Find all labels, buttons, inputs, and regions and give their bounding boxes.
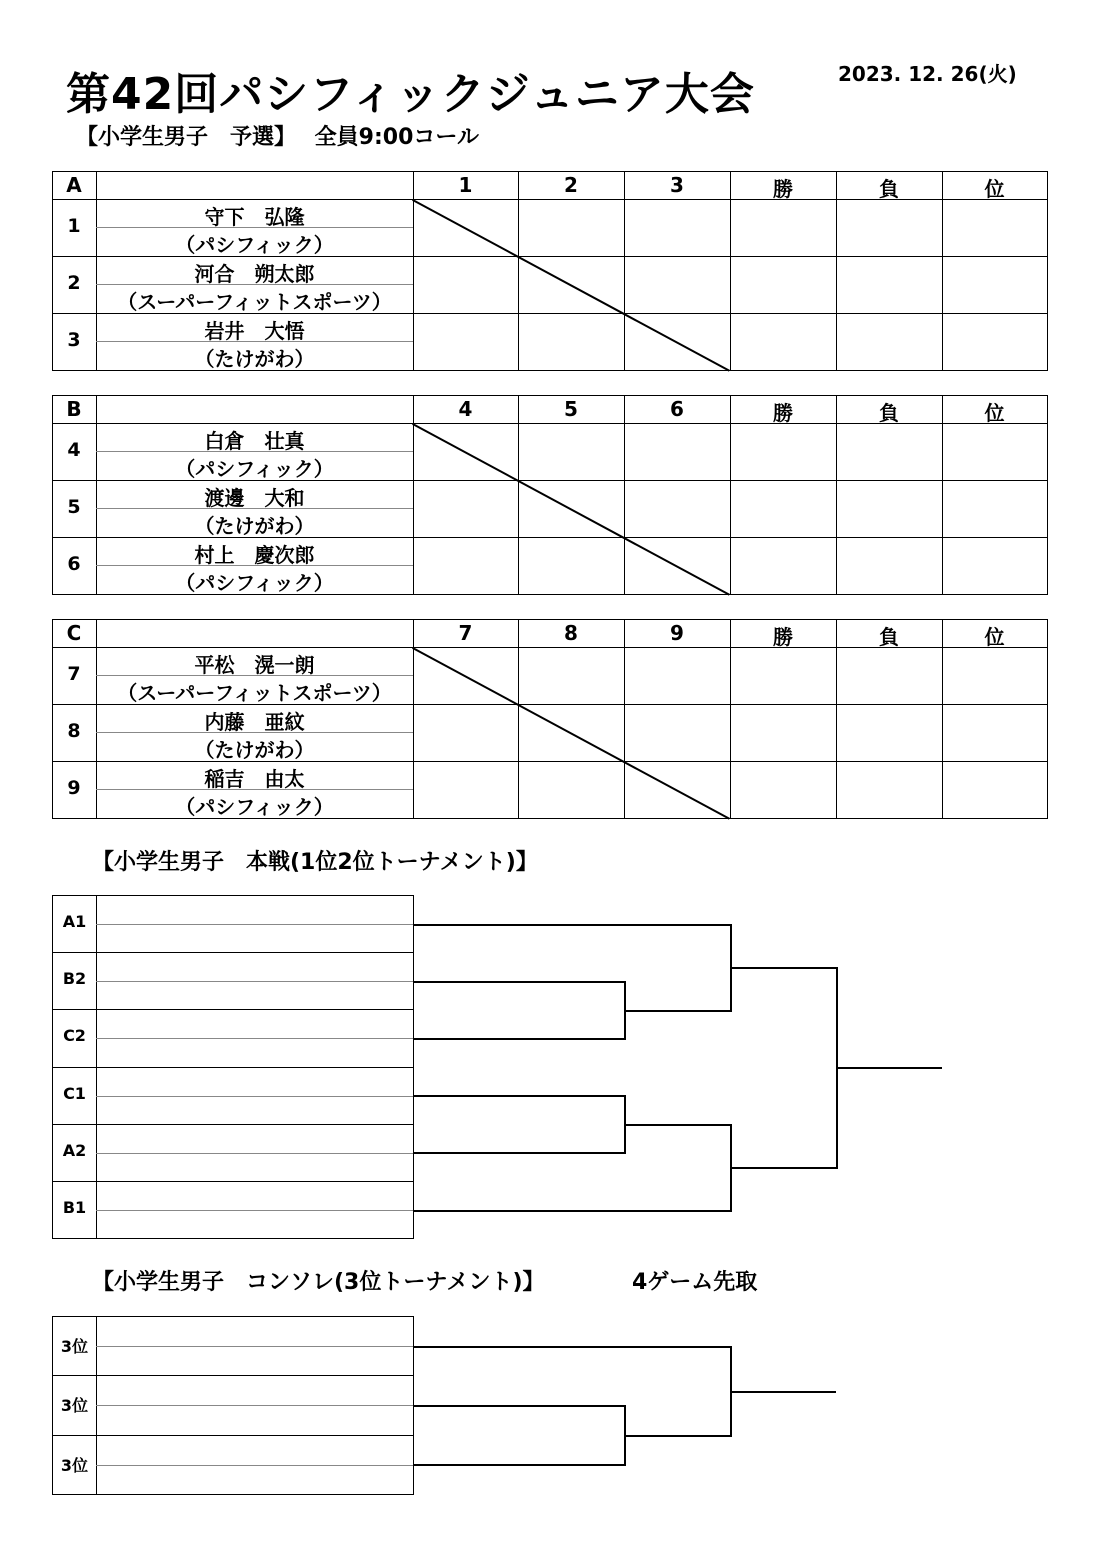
player-number: 8 <box>67 720 81 742</box>
group-label: B <box>66 397 82 421</box>
player-name: 村上 慶次郎 <box>194 543 315 567</box>
table-cell <box>518 423 625 481</box>
table-cell <box>942 704 1048 762</box>
slot-label: B2 <box>62 969 87 989</box>
page-title: 第42回パシフィックジュニア大会 <box>66 69 755 120</box>
table-cell <box>518 537 625 595</box>
player-number: 5 <box>67 496 81 518</box>
slot-divider <box>96 1038 414 1039</box>
bracket-line <box>413 1095 624 1097</box>
table-cell <box>413 537 519 595</box>
bracket-line <box>413 1346 730 1348</box>
slot-label: C1 <box>63 1083 86 1103</box>
player-club: （パシフィック） <box>175 571 334 595</box>
bracket-line <box>624 1124 730 1126</box>
slot-label: 3位 <box>60 1337 89 1356</box>
table-cell <box>836 704 943 762</box>
table-cell <box>413 704 519 762</box>
table-cell <box>624 647 731 705</box>
bracket-line <box>413 1210 730 1212</box>
player-number: 9 <box>67 777 81 799</box>
column-header: 3 <box>670 173 684 197</box>
column-header: 負 <box>879 177 899 201</box>
table-cell <box>942 256 1048 314</box>
column-header: 2 <box>564 173 578 197</box>
bracket-line <box>836 1067 942 1069</box>
bracket-line <box>624 1435 730 1437</box>
table-cell <box>730 256 837 314</box>
column-header: 勝 <box>773 625 793 649</box>
slot-divider <box>96 1153 414 1154</box>
slot-divider <box>96 1346 414 1347</box>
table-cell <box>730 704 837 762</box>
event-date: 2023. 12. 26(火) <box>838 62 1017 86</box>
bracket-line <box>624 1010 730 1012</box>
table-cell <box>836 256 943 314</box>
column-header: 勝 <box>773 401 793 425</box>
table-cell <box>942 423 1048 481</box>
table-cell <box>836 761 943 819</box>
table-cell <box>518 313 625 371</box>
column-header: 5 <box>564 397 578 421</box>
table-cell <box>942 480 1048 538</box>
group-label: C <box>66 621 82 645</box>
slot-divider <box>96 924 414 925</box>
table-cell <box>942 647 1048 705</box>
table-cell <box>518 647 625 705</box>
column-header: 位 <box>984 625 1005 649</box>
player-number: 6 <box>67 553 81 575</box>
table-header-cell <box>96 619 414 648</box>
table-cell <box>836 480 943 538</box>
bracket-line <box>730 1391 836 1393</box>
consolation-title: 【小学生男子 コンソレ(3位トーナメント)】 <box>92 1270 545 1295</box>
consolation-note: 4ゲーム先取 <box>632 1270 758 1295</box>
table-cell <box>624 704 731 762</box>
slot-divider <box>96 1465 414 1466</box>
table-header-cell <box>96 395 414 424</box>
table-cell <box>942 199 1048 257</box>
column-header: 勝 <box>773 177 793 201</box>
table-cell <box>730 761 837 819</box>
column-header: 位 <box>984 401 1005 425</box>
player-name: 白倉 壮真 <box>204 429 305 453</box>
column-header: 7 <box>458 621 473 645</box>
player-club: （たけがわ） <box>194 347 315 371</box>
player-number: 7 <box>67 663 81 685</box>
column-header: 負 <box>879 401 899 425</box>
table-cell <box>730 313 837 371</box>
table-cell <box>836 647 943 705</box>
player-club: （スーパーフィットスポーツ） <box>117 290 392 314</box>
player-club: （パシフィック） <box>175 233 334 257</box>
table-cell <box>413 480 519 538</box>
player-name: 河合 朔太郎 <box>194 262 315 286</box>
player-number: 3 <box>67 329 81 351</box>
player-number: 4 <box>67 439 81 461</box>
slot-label: B1 <box>62 1198 87 1217</box>
table-cell <box>413 313 519 371</box>
player-name: 渡邊 大和 <box>204 486 305 510</box>
player-club: （たけがわ） <box>194 738 315 762</box>
slot-divider <box>96 1405 414 1406</box>
table-cell <box>518 199 625 257</box>
table-cell <box>624 423 731 481</box>
bracket-line <box>730 967 836 969</box>
table-cell <box>942 761 1048 819</box>
table-cell <box>730 647 837 705</box>
table-cell <box>836 423 943 481</box>
player-name: 稲吉 由太 <box>204 767 305 791</box>
table-cell <box>836 199 943 257</box>
column-header: 4 <box>458 397 473 421</box>
player-club: （パシフィック） <box>175 795 334 819</box>
table-cell <box>942 537 1048 595</box>
table-cell <box>518 761 625 819</box>
player-name: 平松 滉一朗 <box>194 653 315 677</box>
table-cell <box>730 537 837 595</box>
bracket-line <box>413 1464 624 1466</box>
table-cell <box>624 256 731 314</box>
column-header: 1 <box>458 173 473 197</box>
bracket-line <box>413 1405 624 1407</box>
table-cell <box>836 313 943 371</box>
slot-label: 3位 <box>60 1455 89 1475</box>
player-name: 内藤 亜紋 <box>204 710 305 734</box>
slot-label: C2 <box>63 1026 86 1046</box>
player-club: （パシフィック） <box>175 457 334 481</box>
column-header: 位 <box>984 177 1005 201</box>
table-cell <box>730 199 837 257</box>
table-cell <box>730 423 837 481</box>
table-cell <box>836 537 943 595</box>
table-cell <box>624 480 731 538</box>
preliminary-subtitle: 【小学生男子 予選】 全員9:00コール <box>76 125 479 150</box>
table-cell <box>942 313 1048 371</box>
player-club: （スーパーフィットスポーツ） <box>117 681 392 705</box>
player-club: （たけがわ） <box>194 514 315 538</box>
player-number: 1 <box>67 215 81 237</box>
slot-label: A1 <box>62 912 87 931</box>
bracket-line <box>413 981 624 983</box>
player-name: 守下 弘隆 <box>204 205 305 229</box>
slot-label: 3位 <box>60 1396 89 1416</box>
bracket-line <box>413 1038 624 1040</box>
slot-divider <box>96 1210 414 1211</box>
player-number: 2 <box>67 272 81 294</box>
column-header: 6 <box>670 397 684 421</box>
table-cell <box>413 761 519 819</box>
slot-divider <box>96 981 414 982</box>
column-header: 負 <box>879 625 899 649</box>
table-cell <box>730 480 837 538</box>
bracket-line <box>413 1152 624 1154</box>
bracket-line <box>413 924 730 926</box>
table-header-cell <box>96 171 414 200</box>
player-name: 岩井 大悟 <box>204 319 305 343</box>
slot-label: A2 <box>62 1140 87 1160</box>
group-label: A <box>66 173 82 197</box>
table-cell <box>413 256 519 314</box>
bracket-line <box>730 1167 836 1169</box>
table-cell <box>624 199 731 257</box>
slot-divider <box>96 1096 414 1097</box>
column-header: 8 <box>564 621 578 645</box>
column-header: 9 <box>670 621 684 645</box>
main-tournament-title: 【小学生男子 本戦(1位2位トーナメント)】 <box>92 850 538 875</box>
